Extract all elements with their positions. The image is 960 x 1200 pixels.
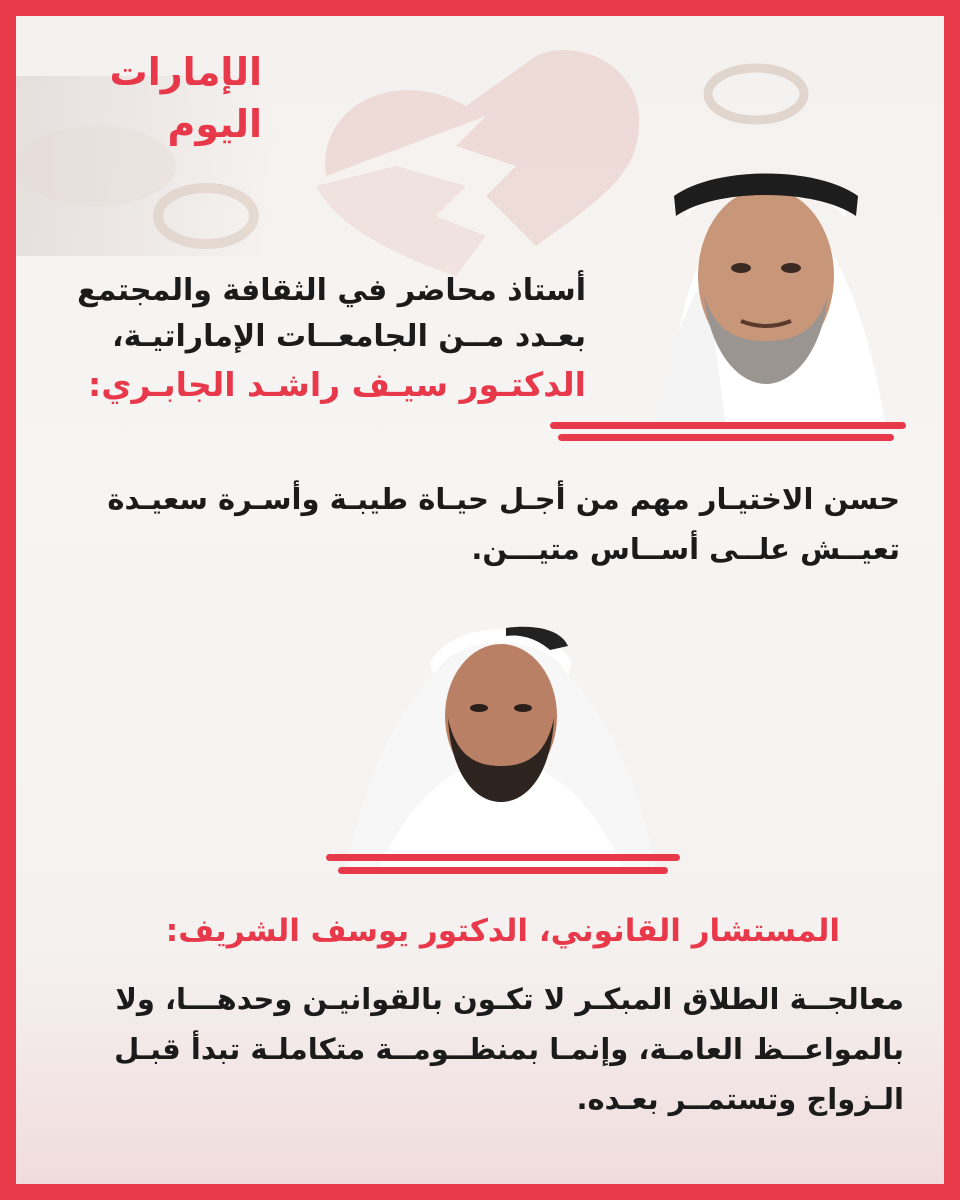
speaker1-role-line2: بعـدد مــن الجامعــات الإماراتيـة، bbox=[112, 319, 586, 354]
speaker1-portrait bbox=[616, 156, 916, 426]
speaker1-quote bbox=[76, 474, 900, 574]
speaker1-quote-line2: تعيــش علــى أســاس متيـــن. bbox=[471, 532, 900, 566]
speaker1-divider-top bbox=[550, 422, 906, 429]
speaker2-quote bbox=[66, 974, 904, 1124]
speaker2-divider-top bbox=[326, 854, 680, 861]
brand-logo: الإمارات اليوم bbox=[109, 50, 262, 146]
speaker2-quote-line1: معالجــة الطلاق المبكـر لا تكـون بالقوانيـن وحدهـــا، ولا bbox=[115, 982, 904, 1016]
speaker1-quote-line1: حسن الاختيـار مهم من أجـل حيـاة طيبـة وأسـرة سعيـدة bbox=[107, 482, 900, 516]
speaker2-portrait bbox=[336, 606, 666, 874]
speaker2-divider-bottom bbox=[338, 867, 668, 874]
speaker1-heading bbox=[76, 268, 586, 410]
speaker2-quote-line3: الـزواج وتستمــر بعـده. bbox=[576, 1082, 904, 1116]
speaker1-role-line1: أستاذ محاضر في الثقافة والمجتمع bbox=[77, 273, 586, 308]
speaker1-name: الدكتـور سيـف راشـد الجابـري: bbox=[88, 365, 586, 404]
content-panel bbox=[16, 16, 944, 1184]
speaker2-name: المستشار القانوني، الدكتور يوسف الشريف: bbox=[165, 913, 840, 949]
speaker2-quote-line2: بالمواعــظ العامـة، وإنمـا بمنظــومــة متكاملـة تبدأ قبـل bbox=[114, 1032, 904, 1066]
speaker1-divider-bottom bbox=[558, 434, 894, 441]
